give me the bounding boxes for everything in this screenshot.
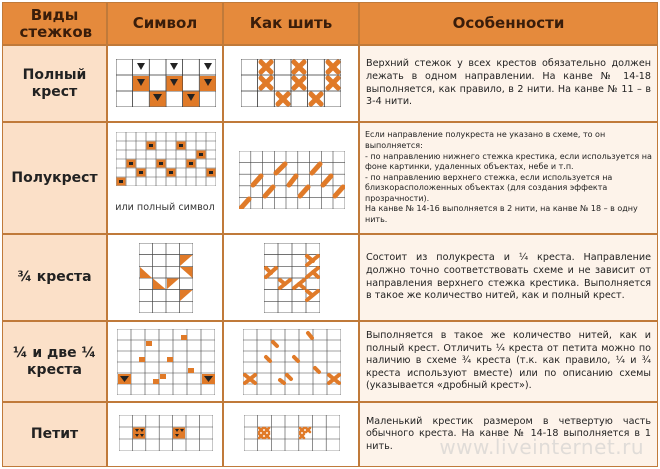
desc-half-cross-block <box>365 130 652 225</box>
header-howto-text: Как шить <box>249 14 333 32</box>
symbol-three-quarter <box>107 234 223 321</box>
label-full-cross <box>2 45 107 122</box>
desc-petit <box>359 402 658 467</box>
stitch-table <box>2 2 658 467</box>
howto-half-cross-grid <box>239 151 345 209</box>
desc-full-cross-text: Верхний стежок у всех крестов обязательно должен лежать в одном направлении. На канве № 14-18 выполняется, как правило, в 2 нити. На канве № 11 – в 3-4 нити. <box>366 58 651 108</box>
header-types <box>2 2 107 45</box>
desc-three-quarter-text: Состоит из полукреста и ¼ креста. Направление должно точно соответствовать схеме и не зависит от направления верхнего стежка крестика. Выполняется в такое же количество нитей, как и полный крест. <box>366 252 651 302</box>
alt-symbol-note: или полный символ <box>115 202 215 213</box>
howto-petit-grid <box>244 415 340 451</box>
header-symbol-text: Символ <box>132 14 198 32</box>
desc-half-cross-line-2: - по направлению нижнего стежка крестика, если используется на фоне картинки, удаленных объектах, небе и т.п. <box>365 151 652 172</box>
symbol-quarter <box>107 321 223 402</box>
howto-three-quarter-grid <box>264 243 320 313</box>
label-half-cross-text: Полукрест <box>11 169 98 186</box>
symbol-half-cross <box>107 122 223 234</box>
howto-full-cross-grid <box>241 59 341 107</box>
desc-half-cross <box>359 122 658 234</box>
howto-quarter <box>223 321 359 402</box>
symbol-full-cross <box>107 45 223 122</box>
label-full-cross-text: Полный крест <box>22 66 87 100</box>
howto-three-quarter <box>223 234 359 321</box>
label-petit <box>2 402 107 467</box>
desc-quarter <box>359 321 658 402</box>
label-half-cross <box>2 122 107 234</box>
symbol-half-cross-grid <box>116 132 216 186</box>
howto-half-cross <box>223 122 359 234</box>
label-quarter-text: ¼ и две ¼ креста <box>12 344 97 378</box>
header-symbol <box>107 2 223 45</box>
label-quarter <box>2 321 107 402</box>
symbol-petit <box>107 402 223 467</box>
symbol-quarter-grid <box>117 329 215 395</box>
howto-full-cross <box>223 45 359 122</box>
header-features <box>359 2 658 45</box>
symbol-petit-grid <box>119 415 213 451</box>
header-howto <box>223 2 359 45</box>
symbol-full-cross-grid <box>116 59 216 107</box>
symbol-three-quarter-grid <box>139 243 193 313</box>
desc-three-quarter <box>359 234 658 321</box>
header-types-text: Виды стежков <box>19 5 93 41</box>
desc-half-cross-line-4: На канве № 14-16 выполняется в 2 нити, на канве № 18 – в одну нить. <box>365 204 638 225</box>
desc-half-cross-line-1: Если направление полукреста не указано в схеме, то он выполняется: <box>365 130 606 150</box>
label-petit-text: Петит <box>30 426 79 442</box>
desc-half-cross-line-3: - по направлению верхнего стежка, если используется на близкорасположенных объектах (для создания эффекта прозрачности). <box>365 172 613 203</box>
howto-quarter-grid <box>243 329 341 395</box>
watermark: www.liveinternet.ru <box>439 435 644 459</box>
label-three-quarter <box>2 234 107 321</box>
desc-quarter-text: Выполняется в такое же количество нитей, как и полный крест. Отличить ¼ креста от петита можно по наличию в схеме ¾ креста (т.к. как правило, ¼ и ¾ креста используют вместе) или по описанию схемы (указывается «дробный крест»). <box>366 330 651 392</box>
howto-petit <box>223 402 359 467</box>
desc-full-cross <box>359 45 658 122</box>
desc-petit-text: Маленький крестик размером в четвертую часть обычного креста. На канве № 14-18 выполняется в 1 нить. <box>366 415 651 452</box>
header-features-text: Особенности <box>452 14 565 32</box>
label-three-quarter-text: ¾ креста <box>17 269 92 285</box>
